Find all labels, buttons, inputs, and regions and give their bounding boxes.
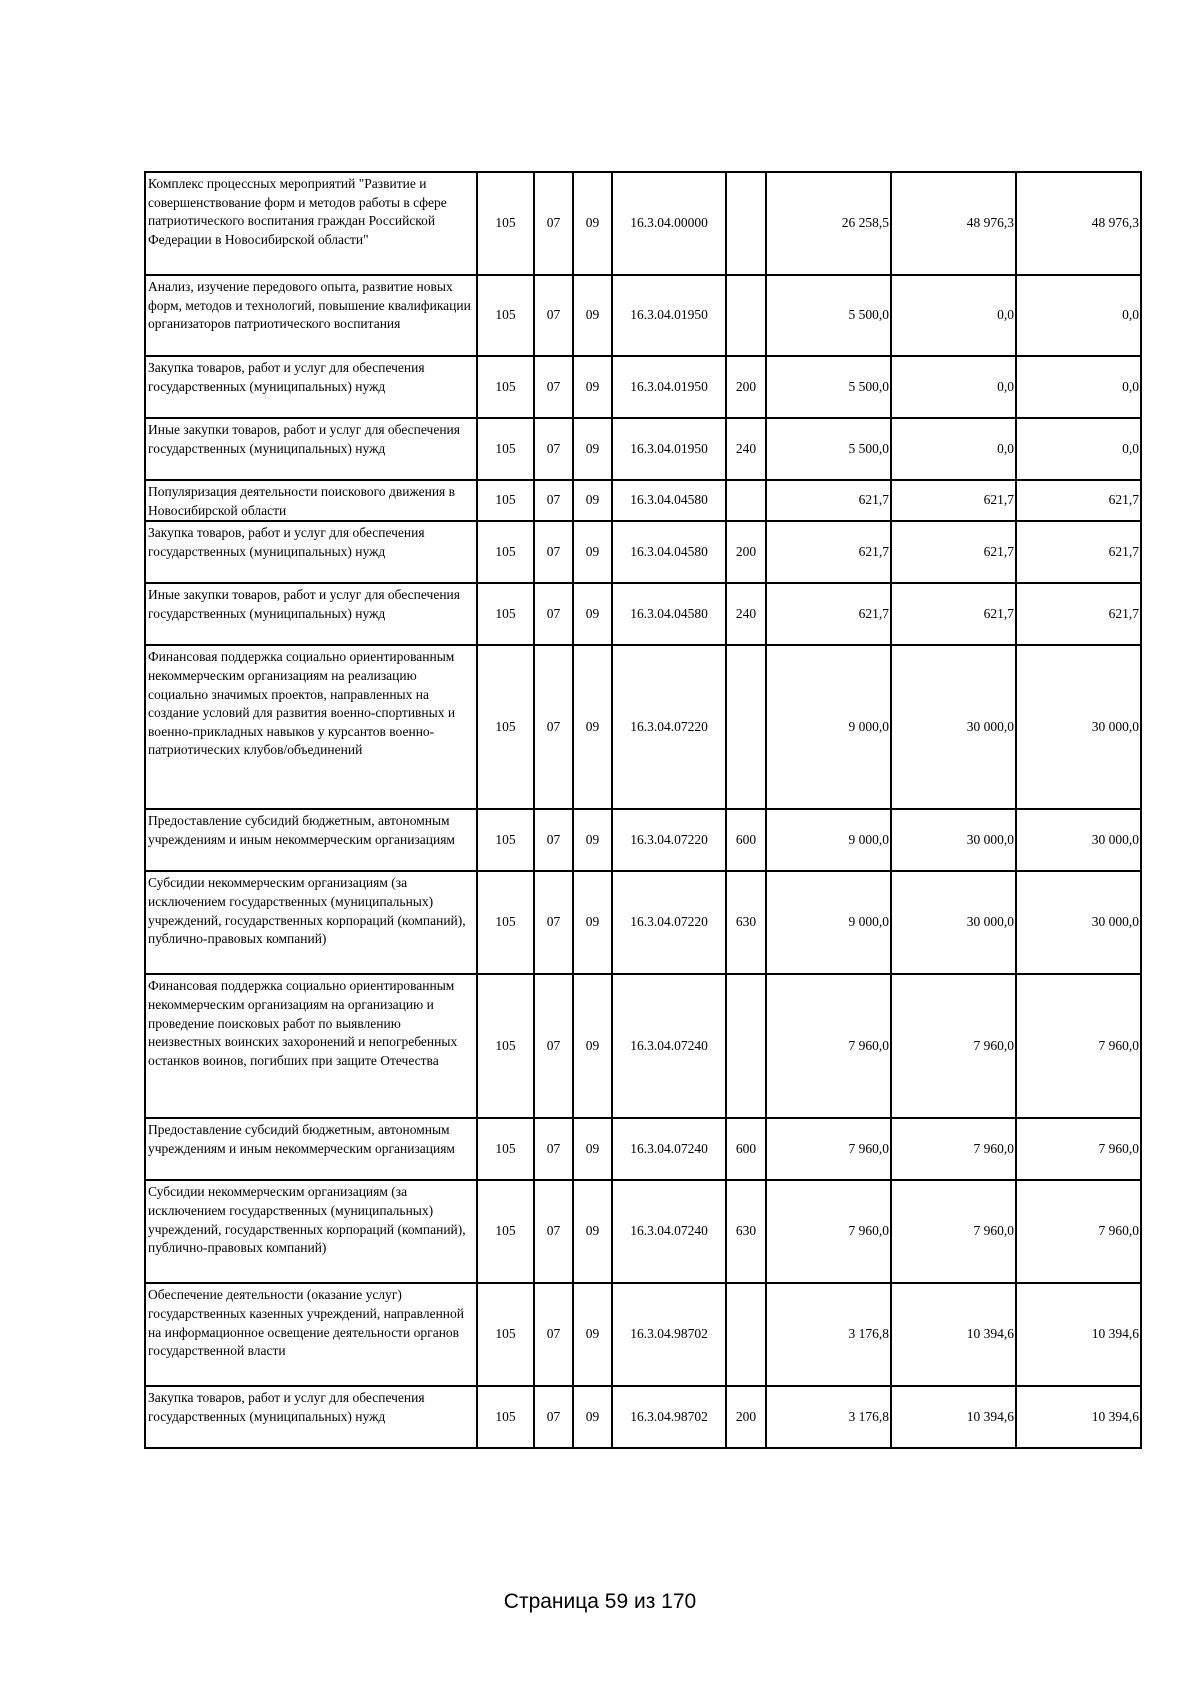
cell-target-article: 16.3.04.01950 — [612, 356, 726, 418]
cell-target-article: 16.3.04.04580 — [612, 583, 726, 645]
cell-subsection: 09 — [573, 974, 612, 1118]
cell-name: Субсидии некоммерческим организациям (за исключением государственных (муниципальных) учреждений, государственных корпораций (компаний), публично-правовых компаний) — [145, 1180, 477, 1283]
cell-expense-type: 240 — [726, 418, 766, 480]
cell-amount-1: 9 000,0 — [766, 809, 891, 871]
table-row — [145, 645, 1141, 809]
cell-amount-3: 10 394,6 — [1016, 1283, 1141, 1386]
cell-expense-type: 200 — [726, 1386, 766, 1448]
cell-name: Финансовая поддержка социально ориентированным некоммерческим организациям на организацию и проведение поисковых работ по выявлению неизвестных воинских захоронений и непогребенных останков воинов, погибших при защите Отечества — [145, 974, 477, 1118]
cell-amount-3: 0,0 — [1016, 356, 1141, 418]
cell-target-article: 16.3.04.04580 — [612, 480, 726, 521]
table-row — [145, 356, 1141, 418]
cell-section: 07 — [534, 418, 573, 480]
cell-grbs: 105 — [477, 480, 534, 521]
cell-target-article: 16.3.04.07240 — [612, 1180, 726, 1283]
cell-amount-3: 48 976,3 — [1016, 172, 1141, 275]
cell-section: 07 — [534, 583, 573, 645]
cell-target-article: 16.3.04.98702 — [612, 1283, 726, 1386]
cell-amount-3: 30 000,0 — [1016, 871, 1141, 974]
cell-grbs: 105 — [477, 1386, 534, 1448]
cell-amount-1: 3 176,8 — [766, 1283, 891, 1386]
cell-subsection: 09 — [573, 521, 612, 583]
cell-expense-type: 200 — [726, 356, 766, 418]
cell-amount-3: 7 960,0 — [1016, 1118, 1141, 1180]
cell-section: 07 — [534, 1386, 573, 1448]
cell-expense-type: 630 — [726, 1180, 766, 1283]
cell-amount-1: 9 000,0 — [766, 645, 891, 809]
cell-target-article: 16.3.04.01950 — [612, 418, 726, 480]
cell-target-article: 16.3.04.98702 — [612, 1386, 726, 1448]
table-row — [145, 583, 1141, 645]
table-row — [145, 871, 1141, 974]
cell-amount-2: 7 960,0 — [891, 1180, 1016, 1283]
cell-name: Закупка товаров, работ и услуг для обеспечения государственных (муниципальных) нужд — [145, 521, 477, 583]
cell-target-article: 16.3.04.07220 — [612, 809, 726, 871]
cell-amount-3: 0,0 — [1016, 418, 1141, 480]
cell-grbs: 105 — [477, 645, 534, 809]
cell-subsection: 09 — [573, 1386, 612, 1448]
table-row — [145, 809, 1141, 871]
cell-amount-3: 621,7 — [1016, 583, 1141, 645]
cell-section: 07 — [534, 645, 573, 809]
cell-amount-2: 621,7 — [891, 521, 1016, 583]
cell-section: 07 — [534, 809, 573, 871]
cell-expense-type: 200 — [726, 521, 766, 583]
table-row — [145, 1180, 1141, 1283]
cell-amount-3: 30 000,0 — [1016, 809, 1141, 871]
table-body — [145, 172, 1141, 1448]
table-row — [145, 172, 1141, 275]
cell-expense-type: 630 — [726, 871, 766, 974]
cell-target-article: 16.3.04.07240 — [612, 1118, 726, 1180]
cell-amount-1: 3 176,8 — [766, 1386, 891, 1448]
cell-amount-1: 9 000,0 — [766, 871, 891, 974]
cell-name: Субсидии некоммерческим организациям (за исключением государственных (муниципальных) учреждений, государственных корпораций (компаний), публично-правовых компаний) — [145, 871, 477, 974]
cell-name: Закупка товаров, работ и услуг для обеспечения государственных (муниципальных) нужд — [145, 356, 477, 418]
cell-amount-3: 10 394,6 — [1016, 1386, 1141, 1448]
cell-section: 07 — [534, 871, 573, 974]
cell-name: Комплекс процессных мероприятий "Развитие и совершенствование форм и методов работы в сфере патриотического воспитания граждан Российской Федерации в Новосибирской области" — [145, 172, 477, 275]
cell-target-article: 16.3.04.07220 — [612, 871, 726, 974]
cell-subsection: 09 — [573, 356, 612, 418]
cell-name: Обеспечение деятельности (оказание услуг) государственных казенных учреждений, направленной на информационное освещение деятельности органов государственной власти — [145, 1283, 477, 1386]
cell-amount-1: 5 500,0 — [766, 418, 891, 480]
cell-amount-1: 621,7 — [766, 521, 891, 583]
table-row — [145, 1386, 1141, 1448]
cell-section: 07 — [534, 275, 573, 356]
cell-amount-1: 621,7 — [766, 583, 891, 645]
cell-amount-1: 5 500,0 — [766, 275, 891, 356]
cell-subsection: 09 — [573, 1283, 612, 1386]
cell-section: 07 — [534, 1118, 573, 1180]
cell-subsection: 09 — [573, 480, 612, 521]
cell-grbs: 105 — [477, 1118, 534, 1180]
cell-subsection: 09 — [573, 418, 612, 480]
budget-table — [144, 171, 1142, 1449]
cell-grbs: 105 — [477, 974, 534, 1118]
cell-subsection: 09 — [573, 275, 612, 356]
cell-expense-type — [726, 1283, 766, 1386]
cell-amount-3: 7 960,0 — [1016, 1180, 1141, 1283]
table-row — [145, 521, 1141, 583]
cell-amount-2: 0,0 — [891, 356, 1016, 418]
cell-name: Анализ, изучение передового опыта, развитие новых форм, методов и технологий, повышение квалификации организаторов патриотического воспитания — [145, 275, 477, 356]
cell-amount-1: 26 258,5 — [766, 172, 891, 275]
cell-grbs: 105 — [477, 172, 534, 275]
cell-amount-2: 10 394,6 — [891, 1283, 1016, 1386]
page-number: Страница 59 из 170 — [503, 1590, 697, 1613]
cell-amount-3: 621,7 — [1016, 521, 1141, 583]
cell-target-article: 16.3.04.00000 — [612, 172, 726, 275]
cell-amount-2: 30 000,0 — [891, 645, 1016, 809]
cell-subsection: 09 — [573, 809, 612, 871]
cell-name: Популяризация деятельности поискового движения в Новосибирской области — [145, 480, 477, 521]
cell-section: 07 — [534, 172, 573, 275]
cell-expense-type — [726, 172, 766, 275]
cell-expense-type: 240 — [726, 583, 766, 645]
table-row — [145, 1283, 1141, 1386]
cell-grbs: 105 — [477, 1180, 534, 1283]
table-row — [145, 418, 1141, 480]
cell-target-article: 16.3.04.07240 — [612, 974, 726, 1118]
cell-grbs: 105 — [477, 809, 534, 871]
cell-amount-2: 30 000,0 — [891, 871, 1016, 974]
cell-amount-3: 0,0 — [1016, 275, 1141, 356]
cell-amount-2: 48 976,3 — [891, 172, 1016, 275]
cell-amount-1: 7 960,0 — [766, 1118, 891, 1180]
cell-target-article: 16.3.04.04580 — [612, 521, 726, 583]
table-row — [145, 275, 1141, 356]
cell-amount-1: 7 960,0 — [766, 974, 891, 1118]
cell-target-article: 16.3.04.01950 — [612, 275, 726, 356]
cell-expense-type — [726, 645, 766, 809]
cell-subsection: 09 — [573, 583, 612, 645]
cell-expense-type — [726, 275, 766, 356]
cell-expense-type — [726, 480, 766, 521]
cell-grbs: 105 — [477, 521, 534, 583]
cell-amount-1: 5 500,0 — [766, 356, 891, 418]
cell-subsection: 09 — [573, 645, 612, 809]
cell-amount-2: 621,7 — [891, 583, 1016, 645]
cell-expense-type — [726, 974, 766, 1118]
table-row — [145, 480, 1141, 521]
cell-amount-2: 0,0 — [891, 275, 1016, 356]
cell-amount-1: 621,7 — [766, 480, 891, 521]
cell-name: Закупка товаров, работ и услуг для обеспечения государственных (муниципальных) нужд — [145, 1386, 477, 1448]
cell-name: Иные закупки товаров, работ и услуг для обеспечения государственных (муниципальных) нужд — [145, 418, 477, 480]
cell-grbs: 105 — [477, 583, 534, 645]
table-row — [145, 974, 1141, 1118]
cell-target-article: 16.3.04.07220 — [612, 645, 726, 809]
cell-name: Иные закупки товаров, работ и услуг для обеспечения государственных (муниципальных) нужд — [145, 583, 477, 645]
cell-amount-3: 621,7 — [1016, 480, 1141, 521]
cell-subsection: 09 — [573, 1180, 612, 1283]
cell-expense-type: 600 — [726, 1118, 766, 1180]
cell-subsection: 09 — [573, 1118, 612, 1180]
cell-section: 07 — [534, 1283, 573, 1386]
cell-grbs: 105 — [477, 418, 534, 480]
cell-amount-1: 7 960,0 — [766, 1180, 891, 1283]
cell-amount-2: 30 000,0 — [891, 809, 1016, 871]
cell-name: Финансовая поддержка социально ориентированным некоммерческим организациям на реализацию социально значимых проектов, направленных на создание условий для развития военно-спортивных и военно-прикладных навыков у курсантов военно-патриотических клубов/объединений — [145, 645, 477, 809]
cell-grbs: 105 — [477, 1283, 534, 1386]
cell-expense-type: 600 — [726, 809, 766, 871]
cell-name: Предоставление субсидий бюджетным, автономным учреждениям и иным некоммерческим организациям — [145, 1118, 477, 1180]
cell-section: 07 — [534, 356, 573, 418]
cell-subsection: 09 — [573, 871, 612, 974]
cell-amount-3: 30 000,0 — [1016, 645, 1141, 809]
cell-amount-3: 7 960,0 — [1016, 974, 1141, 1118]
cell-grbs: 105 — [477, 871, 534, 974]
cell-name: Предоставление субсидий бюджетным, автономным учреждениям и иным некоммерческим организациям — [145, 809, 477, 871]
cell-subsection: 09 — [573, 172, 612, 275]
cell-amount-2: 621,7 — [891, 480, 1016, 521]
cell-section: 07 — [534, 521, 573, 583]
cell-amount-2: 10 394,6 — [891, 1386, 1016, 1448]
cell-section: 07 — [534, 974, 573, 1118]
cell-amount-2: 7 960,0 — [891, 1118, 1016, 1180]
cell-section: 07 — [534, 480, 573, 521]
cell-section: 07 — [534, 1180, 573, 1283]
cell-grbs: 105 — [477, 356, 534, 418]
cell-grbs: 105 — [477, 275, 534, 356]
cell-amount-2: 7 960,0 — [891, 974, 1016, 1118]
table-row — [145, 1118, 1141, 1180]
cell-amount-2: 0,0 — [891, 418, 1016, 480]
